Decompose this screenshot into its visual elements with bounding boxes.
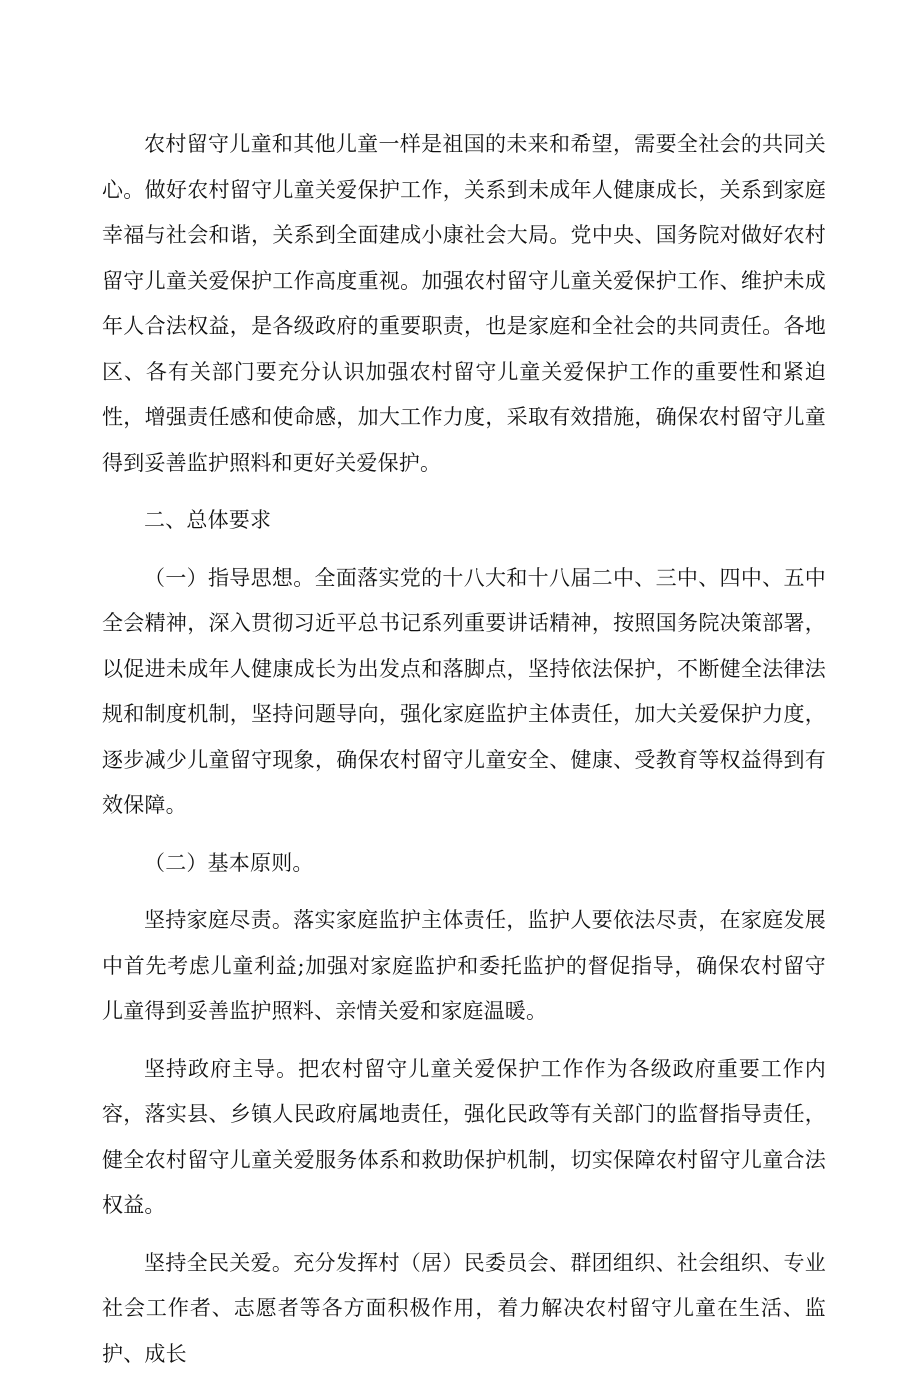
paragraph-public-care: 坚持全民关爱。充分发挥村（居）民委员会、群团组织、社会组织、专业社会工作者、志愿者等各方面积极作用，着力解决农村留守儿童在生活、监护、成长: [102, 1241, 826, 1377]
paragraph-family-responsibility: 坚持家庭尽责。落实家庭监护主体责任，监护人要依法尽责，在家庭发展中首先考虑儿童利益;加强对家庭监护和委托监护的督促指导，确保农村留守儿童得到妥善监护照料、亲情关爱和家庭温暖。: [102, 898, 826, 1035]
paragraph-intro: 农村留守儿童和其他儿童一样是祖国的未来和希望，需要全社会的共同关心。做好农村留守儿童关爱保护工作，关系到未成年人健康成长，关系到家庭幸福与社会和谐，关系到全面建成小康社会大局。党中央、国务院对做好农村留守儿童关爱保护工作高度重视。加强农村留守儿童关爱保护工作、维护未成年人合法权益，是各级政府的重要职责，也是家庭和全社会的共同责任。各地区、各有关部门要充分认识加强农村留守儿童关爱保护工作的重要性和紧迫性，增强责任感和使命感，加大工作力度，采取有效措施，确保农村留守儿童得到妥善监护照料和更好关爱保护。: [102, 122, 826, 486]
document-body: [102, 122, 826, 1377]
section-heading-general-requirements: 二、总体要求: [102, 498, 826, 544]
subheading-basic-principles: （二）基本原则。: [102, 841, 826, 887]
paragraph-guiding-ideology: （一）指导思想。全面落实党的十八大和十八届二中、三中、四中、五中全会精神，深入贯彻习近平总书记系列重要讲话精神，按照国务院决策部署，以促进未成年人健康成长为出发点和落脚点，坚持依法保护，不断健全法律法规和制度机制，坚持问题导向，强化家庭监护主体责任，加大关爱保护力度，逐步减少儿童留守现象，确保农村留守儿童安全、健康、受教育等权益得到有效保障。: [102, 556, 826, 829]
paragraph-government-leadership: 坚持政府主导。把农村留守儿童关爱保护工作作为各级政府重要工作内容，落实县、乡镇人民政府属地责任，强化民政等有关部门的监督指导责任，健全农村留守儿童关爱服务体系和救助保护机制，切实保障农村留守儿童合法权益。: [102, 1047, 826, 1229]
